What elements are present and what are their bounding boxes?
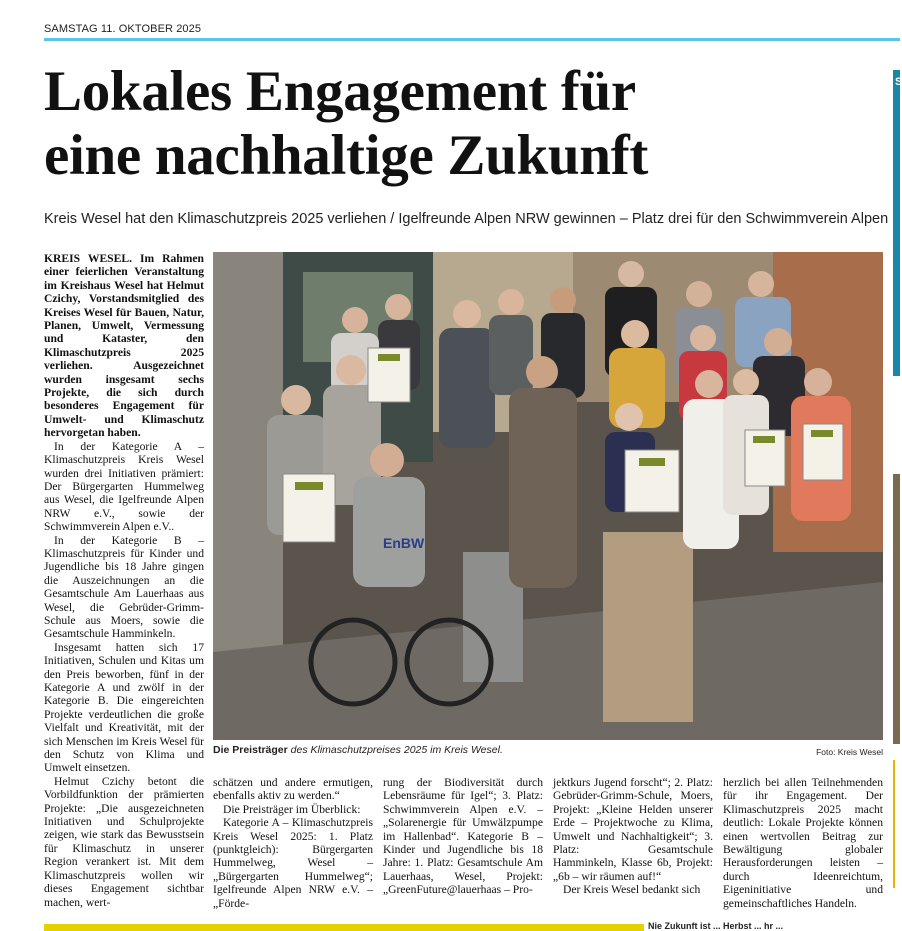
news-photo <box>213 252 883 740</box>
bottom-text-2: rung der Biodiversität durch Lebensräume für Igel“; 3. Platz: Schwimmverein Alpen e.V. – „Solarenergie für Umwälzpumpe im Hallenbad“. Kategorie B – Kinder und Jugendliche bis 18 Jahre: 1. Platz: Gesamtschule Am Lauerhaas, Wesel, Projekt: „GreenFuture@lauerhaas – Pro- <box>383 776 543 897</box>
top-rule <box>44 38 900 41</box>
dateline: KREIS WESEL. <box>44 252 132 265</box>
article-column-bottom-1 <box>213 776 373 910</box>
headline-line-2: eine nachhaltige Zukunft <box>44 124 649 187</box>
sidebar-teal-panel <box>893 70 900 376</box>
bottom-text-1c: Kategorie A – Klimaschutzpreis Kreis Wesel 2025: 1. Platz (punktgleich): Bürgergarten Hummelweg, Wesel – „Bürgergarten Hummelweg“; Igelfreunde Alpen NRW e.V. – „Förde- <box>213 816 373 910</box>
headline <box>44 60 874 188</box>
headline-line-1: Lokales Engagement für <box>44 60 636 123</box>
article-column-bottom-3 <box>553 776 713 897</box>
bottom-yellow-bar <box>44 924 644 931</box>
subheadline: Kreis Wesel hat den Klimaschutzpreis 2025 verliehen / Igelfreunde Alpen NRW gewinnen – Platz drei für den Schwimmverein Alpen <box>44 211 889 227</box>
article-column-left <box>44 252 204 909</box>
article-column-bottom-2 <box>383 776 543 897</box>
paragraph-applications: Insgesamt hatten sich 17 Initiativen, Schulen und Kitas um den Preis beworben, fünf in der Kategorie A und zwölf in der Kategorie B. Die eingereichten Projekte verdeutlichen die große Vielfalt und Kreativität, mit der sich Menschen im Kreis Wesel für den Schutz von Klima und Umwelt einsetzen. <box>44 640 204 775</box>
lead-paragraph <box>44 252 204 440</box>
bottom-text-1b: Die Preisträger im Überblick: <box>223 802 361 816</box>
bottom-teaser: Nie Zukunft ist ... Herbst ... hr ... <box>648 921 784 931</box>
bottom-text-3b: Der Kreis Wesel bedankt sich <box>563 883 701 897</box>
group-photo-illustration <box>213 252 883 740</box>
article-column-bottom-4 <box>723 776 883 910</box>
caption-strong: Die Preisträger <box>213 744 288 756</box>
paragraph-category-b: In der Kategorie B – Klimaschutzpreis für Kinder und Jugendliche bis 18 Jahre gingen die Auszeichnungen an die Gesamtschule Am Lauerhaas aus Wesel, die Gebrüder-Grimm-Schule aus Moers, sowie die Gesamtschule Hamminkeln. <box>44 533 204 641</box>
lead-text: Im Rahmen einer feierlichen Veranstaltung im Kreishaus Wesel hat Helmut Czichy, Vorstandsmitglied des Kreises Wesel für Bauen, Natur, Planen, Umwelt, Vermessung und Kataster, den Klimaschutzpreis 2025 verliehen. Ausgezeichnet wurden insgesamt sechs Projekte, die sich durch besonderes Engagement für Umwelt- und Klimaschutz hervorgetan haben. <box>44 252 204 440</box>
sidebar-letter: S <box>895 76 902 88</box>
date-header: SAMSTAG 11. OKTOBER 2025 <box>44 23 202 35</box>
photo-caption <box>213 744 883 756</box>
paragraph-quote: Helmut Czichy betont die Vorbildfunktion der prämierten Projekte: „Die ausgezeichneten Initiativen und Schulprojekte zeigen, wie stark das Bewusstsein für Klimaschutz in unserer Region verankert ist. Mit dem Klimaschutzpreis wollen wir dieses Engagement sichtbar machen, wert- <box>44 774 204 909</box>
bottom-text-4: herzlich bei allen Teilnehmenden für ihr Engagement. Der Klimaschutzpreis 2025 macht deutlich: Lokale Projekte können einen wertvollen Beitrag zur Bewältigung globaler Herausforderungen leisten – durch Ideenreichtum, Eigeninitiative und gemeinschaftliches Handeln. <box>723 776 883 910</box>
sidebar-box-border <box>893 760 900 888</box>
photo-credit: Foto: Kreis Wesel <box>816 747 883 757</box>
bottom-text-1a: schätzen und andere ermutigen, ebenfalls aktiv zu werden.“ <box>213 776 373 803</box>
paragraph-category-a: In der Kategorie A – Klimaschutzpreis Kreis Wesel wurden drei Initiativen prämiert: Der Bürgergarten Hummelweg aus Wesel, die Igelfreunde Alpen NRW e.V., sowie der Schwimmverein Alpen e.V.. <box>44 439 204 534</box>
caption-rest: des Klimaschutzpreises 2025 im Kreis Wesel. <box>287 744 503 756</box>
bottom-text-3a: jektkurs Jugend forscht“; 2. Platz: Gebrüder-Grimm-Schule, Moers, Projekt: „Kleine Helden unserer Erde – Projektwoche zu Klima, Umwelt und Nachhaltigkeit“; 3. Platz: Gesamtschule Hamminkeln, Klasse 6b, Projekt: „6b – wir räumen auf!“ <box>553 776 713 883</box>
sidebar-photo <box>893 474 900 744</box>
shirt-logo: EnBW <box>383 535 425 551</box>
